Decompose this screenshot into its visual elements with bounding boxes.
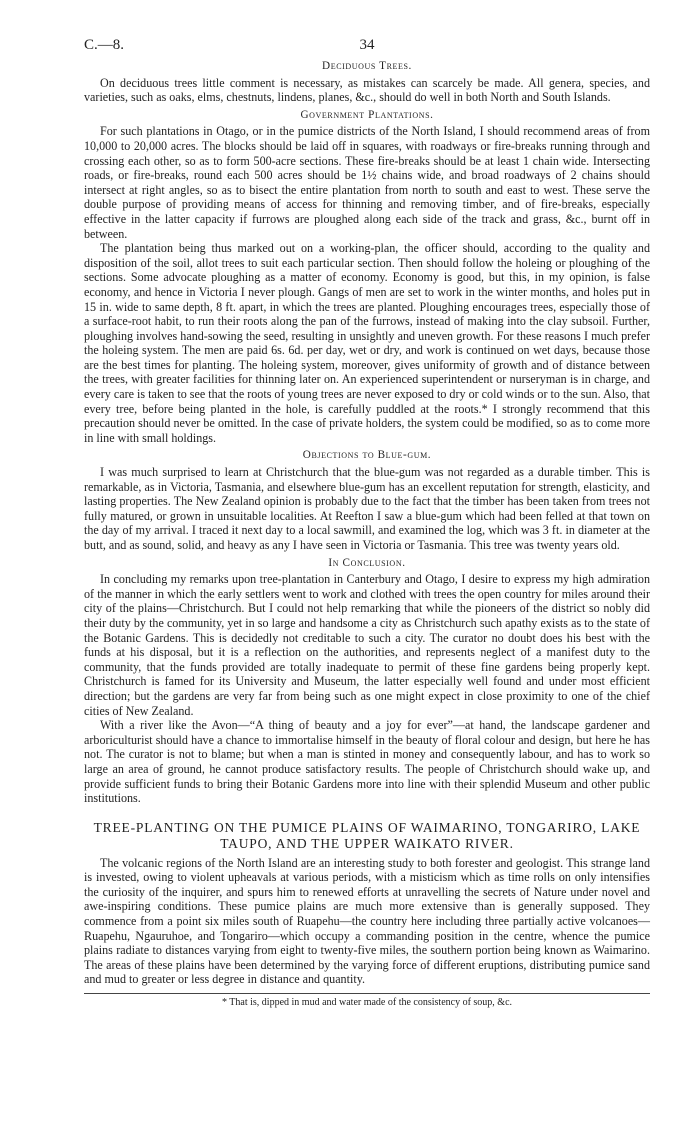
section-heading: Government Plantations. xyxy=(300,108,434,121)
paragraph: With a river like the Avon—“A thing of beauty and a joy for ever”—at hand, the landscape gardener and arboriculturist should have a chance to immortalise himself in the beauty of floral colour and design, but here he has not. The curator is not to blame; but when a man is stinted in money and consequently labour, and has to work so large an area of ground, he cannot produce satisfactory results. The people of Christchurch should wake up, and provide sufficient funds to bring their Botanic Gardens more into line with their splendid Museum and other public institutions. xyxy=(84,718,650,806)
page-number: 34 xyxy=(359,37,375,53)
section-heading: Deciduous Trees. xyxy=(322,60,412,72)
footnote-divider xyxy=(84,993,650,1009)
document-reference: C.—8. xyxy=(84,37,125,53)
section-pumice-plains xyxy=(84,820,650,987)
paragraph: In concluding my remarks upon tree-plantation in Canterbury and Otago, I desire to express my high admiration of the manner in which the early settlers went to work and clothed with trees the open country for miles around their city of the plains—Christchurch. But I could not help remarking that while the pioneers of the district so nobly did their duty by the community, yet in so large and handsome a city as Christchurch such apathy exists as to the state of the Botanic Gardens. This is decidedly not creditable to such a city. The curator no doubt does his best with the funds at his disposal, but it is a reflection on the authorities, and represents neglect of a manifest duty to the community, that the funds provided are totally inadequate to permit of these fine gardens being properly kept. Christchurch is famed for its University and Museum, the latter especially well found and under most efficient direction; but the gardens are very far from being such as one might expect in close proximity to one of the chief cities of New Zealand. xyxy=(84,572,650,718)
paragraph: For such plantations in Otago, or in the pumice districts of the North Island, I should recommend areas of from 10,000 to 20,000 acres. The blocks should be laid off in squares, with roadways or fire-breaks running through and crossing each other, so as to form 500-acre sections. These fire-breaks should be at least 1 chain wide. Intersecting roads, or fire-breaks, round each 500 acres should be 1½ chains wide, and broad roadways of 2 chains should intersect at right angles, so as to bisect the entire plantation from north to south and east to west. These serve the double purpose of providing means of access for thinning and removing timber, and of fire-breaks, especially effective in the latter capacity if furrows are ploughed along each side of the track and grass, &c., burnt off in between. xyxy=(84,124,650,241)
section-government-plantations xyxy=(84,108,650,446)
paragraph: On deciduous trees little comment is necessary, as mistakes can scarcely be made. All genera, species, and varieties, such as oaks, elms, chestnuts, lindens, planes, &c., should do well in both North and South Islands. xyxy=(84,75,650,105)
section-heading: In Conclusion. xyxy=(328,556,406,569)
paragraph: The plantation being thus marked out on a working-plan, the officer should, according to the quality and disposition of the soil, allot trees to suit each particular section. Then should follow the holeing or ploughing of the sections. Some advocate ploughing as a matter of economy. Economy is good, but this, in my opinion, is false economy, and hence in Victoria I never plough. Gangs of men are set to work in the winter months, and holes put in 15 in. wide to same depth, 8 ft. apart, in which the trees are planted. Ploughing encourages trees, especially those of a surface-root habit, to run their roots along the pan of the furrows, instead of making into the clay subsoil. Further, ploughing involves hand-sowing the seed, resulting in unsightly and uneven growth. For these reasons I much prefer the holeing system. The men are paid 6s. 6d. per day, wet or dry, and work is continued on wet days, because those are the best times for planting. The holeing system, moreover, gives uniformity of growth and of distance between the trees, with greater facilities for thinning later on. An experienced superintendent or nurseryman is in charge, and every care is taken to see that the roots of young trees are never exposed to dry or cold winds or to the sun. Also, that every tree, before being planted in the hole, is carefully puddled at the roots.* I strongly recommend that this precaution should never be omitted. In the case of private holders, the system could be modified, so as to come more in line with small holdings. xyxy=(84,241,650,445)
main-section-heading: TREE-PLANTING ON THE PUMICE PLAINS OF WAIMARINO, TONGARIRO, LAKE TAUPO, AND THE UPPER WAIKATO RIVER. xyxy=(93,819,641,851)
section-objections-to-blue-gum xyxy=(84,448,650,552)
section-in-conclusion xyxy=(84,556,650,806)
footnote: * That is, dipped in mud and water made of the consistency of soup, &c. xyxy=(221,997,513,1009)
section-heading: Objections to Blue-gum. xyxy=(302,449,432,462)
paragraph: The volcanic regions of the North Island are an interesting study to both forester and geologist. This strange land is invested, owing to violent upheavals at various periods, with a misticism which as time rolls on only intensifies the curiosity of the inquirer, and spurs him to renewed efforts at unravelling the secrets of Nature under novel and awe-inspiring conditions. These pumice plains are much more extensive than is generally supposed. They commence from a point six miles south of Ruapehu—the country here including three partially active volcanoes—Ruapehu, Ngauruhoe, and Tongariro—which occupy a commanding position in the centre, whence the pumice plains radiate to distances varying from eight to twenty-five miles, the southern portion being known as Waimarino. The areas of these plains have been determined by the varying force of different eruptions, distributing pumice sand and mud to greater or less degree in distance and quantity. xyxy=(84,855,650,987)
paragraph: I was much surprised to learn at Christchurch that the blue-gum was not regarded as a durable timber. This is remarkable, as in Victoria, Tasmania, and elsewhere blue-gum has an excellent reputation for strength, elasticity, and lasting properties. The New Zealand opinion is probably due to the fact that the timber has been taken from trees not fully matured, or grown in unsuitable localities. At Reefton I saw a blue-gum which had been felled at that town on the day of my arrival. I traced it next day to a local sawmill, and examined the log, which was 3 ft. in diameter at the butt, and as sound, solid, and heavy as any I have seen in Victoria or Tasmania. This tree was twenty years old. xyxy=(84,465,650,552)
section-deciduous-trees xyxy=(84,59,650,105)
page-header xyxy=(84,30,650,56)
